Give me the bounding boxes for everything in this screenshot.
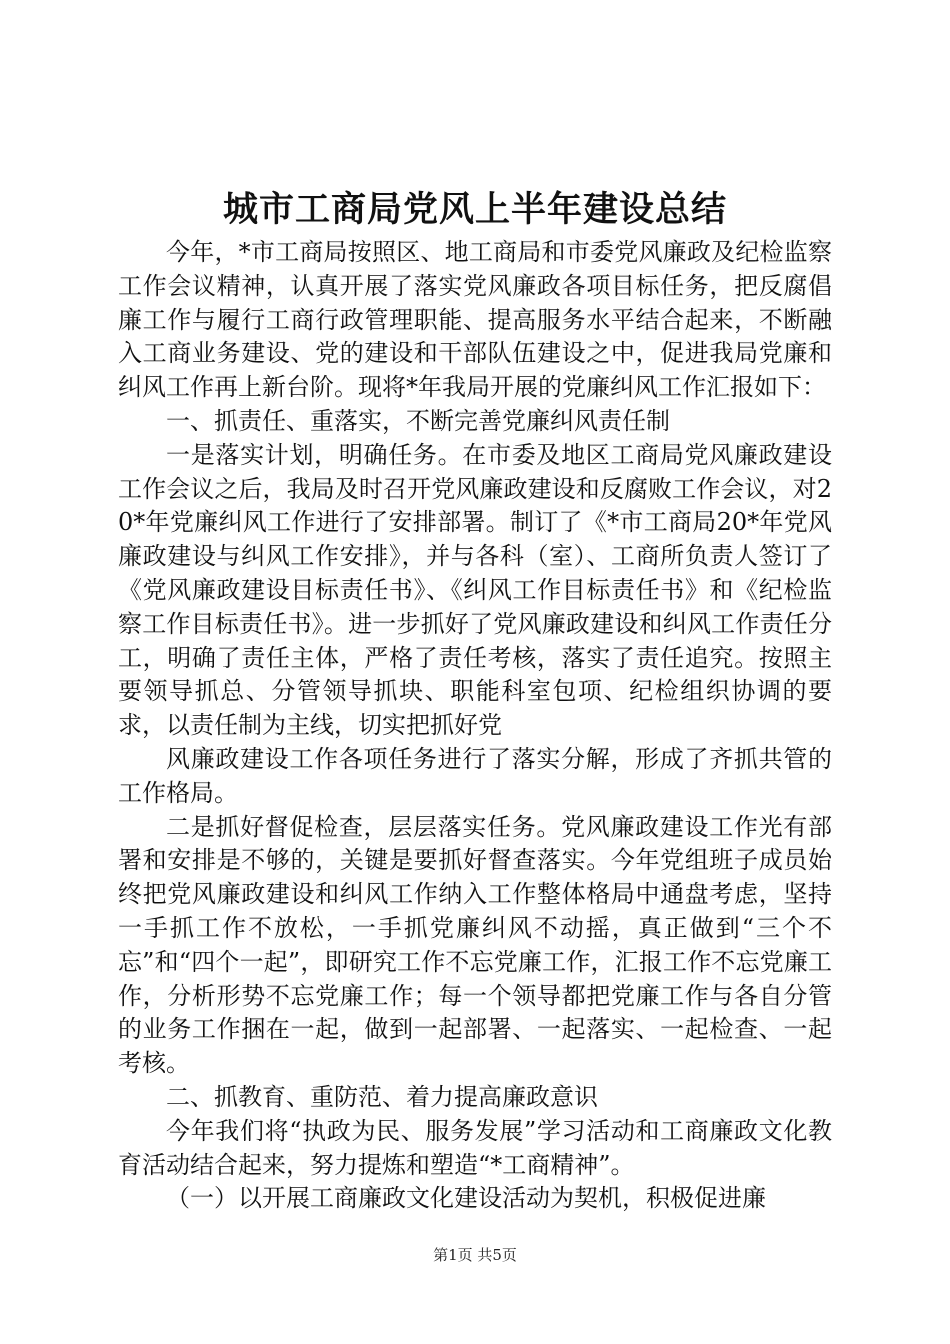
page-number-footer: 第1页 共5页: [433, 1246, 517, 1264]
paragraph-subsection-1: （一）以开展工商廉政文化建设活动为契机，积极促进廉: [166, 1184, 766, 1213]
document-body: [118, 236, 832, 1216]
paragraph-intro: 今年，*市工商局按照区、地工商局和市委党风廉政及纪检监察工作会议精神，认真开展了落实党风廉政各项目标任务，把反腐倡廉工作与履行工商行政管理职能、提高服务水平结合起来，不断融入工商业务建设、党的建设和干部队伍建设之中，促进我局党廉和纠风工作再上新台阶。现将*年我局开展的党廉纠风工作汇报如下：: [118, 238, 832, 402]
section-heading-2: 二、抓教育、重防范、着力提高廉政意识: [166, 1082, 598, 1111]
paragraph-plan: 一是落实计划，明确任务。在市委及地区工商局党风廉政建设工作会议之后，我局及时召开党风廉政建设和反腐败工作会议，对20*年党廉纠风工作进行了安排部署。制订了《*市工商局20*年党风廉政建设与纠风工作安排》，并与各科（室）、工商所负责人签订了《党风廉政建设目标责任书》、《纠风工作目标责任书》和《纪检监察工作目标责任书》。进一步抓好了党风廉政建设和纠风工作责任分工，明确了责任主体，严格了责任考核，落实了责任追究。按照主要领导抓总、分管领导抓块、职能科室包项、纪检组织协调的要求，以责任制为主线，切实把抓好党: [118, 440, 832, 740]
section-heading-1: 一、抓责任、重落实，不断完善党廉纠风责任制: [166, 406, 670, 435]
paragraph-education: 今年我们将“执政为民、服务发展”学习活动和工商廉政文化教育活动结合起来，努力提炼和塑造“*工商精神”。: [118, 1116, 832, 1179]
paragraph-continuation: 风廉政建设工作各项任务进行了落实分解，形成了齐抓共管的工作格局。: [118, 744, 832, 807]
paragraph-supervision: 二是抓好督促检查，层层落实任务。党风廉政建设工作光有部署和安排是不够的，关键是要抓好督查落实。今年党组班子成员始终把党风廉政建设和纠风工作纳入工作整体格局中通盘考虑，坚持一手抓工作不放松，一手抓党廉纠风不动摇，真正做到“三个不忘”和“四个一起”，即研究工作不忘党廉工作，汇报工作不忘党廉工作，分析形势不忘党廉工作；每一个领导都把党廉工作与各自分管的业务工作捆在一起，做到一起部署、一起落实、一起检查、一起考核。: [118, 812, 832, 1078]
document-title: 城市工商局党风上半年建设总结: [222, 189, 727, 230]
